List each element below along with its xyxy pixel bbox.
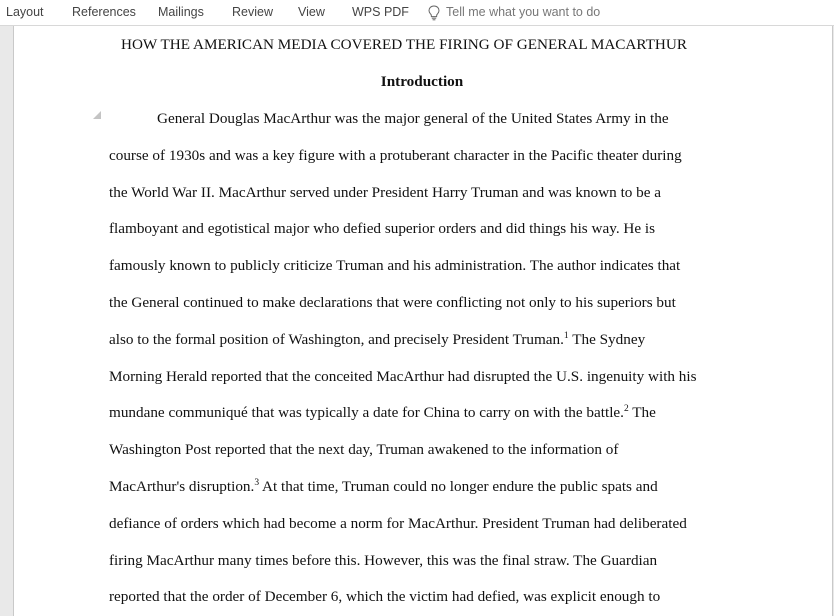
body-line [109, 515, 687, 533]
tell-me-placeholder: Tell me what you want to do [446, 5, 601, 19]
body-text: MacArthur's disruption. [109, 478, 255, 495]
body-text: The [628, 404, 656, 422]
tab-review[interactable]: Review [232, 5, 273, 19]
body-line [109, 294, 676, 312]
body-line [109, 257, 680, 275]
body-line [109, 441, 618, 459]
body-text: mundane communiqué that was typically a date for China to carry on with the battle. [109, 404, 624, 422]
body-line [109, 331, 645, 349]
footnote-reference[interactable]: 2 [623, 404, 629, 415]
body-text: firing MacArthur many times before this. However, this was the final straw. The Guardian [109, 551, 658, 569]
body-text: also to the formal position of Washington, and precisely President Truman. [109, 330, 564, 348]
body-text: course of 1930s and was a key figure with a protuberant character in the Pacific theater during [109, 146, 682, 164]
body-line [109, 552, 657, 570]
tab-view[interactable]: View [298, 5, 325, 19]
tab-mailings[interactable]: Mailings [158, 5, 204, 19]
body-text: Morning Herald reported that the conceited MacArthur had disrupted the U.S. ingenuity with his [109, 367, 697, 385]
body-text: defiance of orders which had become a norm for MacArthur. President Truman had deliberated [109, 514, 687, 532]
body-text: flamboyant and egotistical major who defied superior orders and did things his way. He is [109, 220, 656, 238]
body-text: the World War II. MacArthur served under President Harry Truman and was known to be a [109, 183, 662, 201]
body-text: At that time, Truman could no longer endure the public spats and [259, 478, 658, 495]
tab-wps-pdf[interactable]: WPS PDF [352, 5, 409, 19]
tab-references[interactable]: References [72, 5, 136, 19]
lightbulb-icon [428, 5, 440, 21]
body-text: General Douglas MacArthur was the major general of the United States Army in the [157, 110, 669, 127]
body-line [109, 184, 661, 202]
body-line [109, 404, 656, 422]
body-line [109, 147, 682, 165]
body-line [109, 220, 655, 238]
footnote-reference[interactable]: 3 [254, 478, 260, 488]
section-heading: Introduction [380, 73, 464, 90]
body-line [109, 588, 660, 606]
body-text: The Sydney [568, 330, 646, 348]
body-line [109, 478, 658, 496]
document-page[interactable] [13, 26, 833, 616]
body-text: reported that the order of December 6, which the victim had defied, was explicit enough to [109, 588, 661, 606]
ribbon-tab-bar [0, 0, 834, 26]
body-line [109, 368, 697, 386]
document-title: HOW THE AMERICAN MEDIA COVERED THE FIRING OF GENERAL MACARTHUR [121, 36, 687, 53]
body-text: famously known to publicly criticize Truman and his administration. The author indicates that [109, 257, 681, 275]
tab-layout[interactable]: Layout [6, 5, 44, 19]
paragraph-move-handle-icon[interactable] [92, 110, 102, 120]
footnote-reference[interactable]: 1 [563, 330, 569, 341]
body-line [157, 110, 669, 128]
body-text: Washington Post reported that the next day, Truman awakened to the information of [109, 441, 619, 459]
body-text: the General continued to make declarations that were conflicting not only to his superiors but [109, 294, 676, 311]
